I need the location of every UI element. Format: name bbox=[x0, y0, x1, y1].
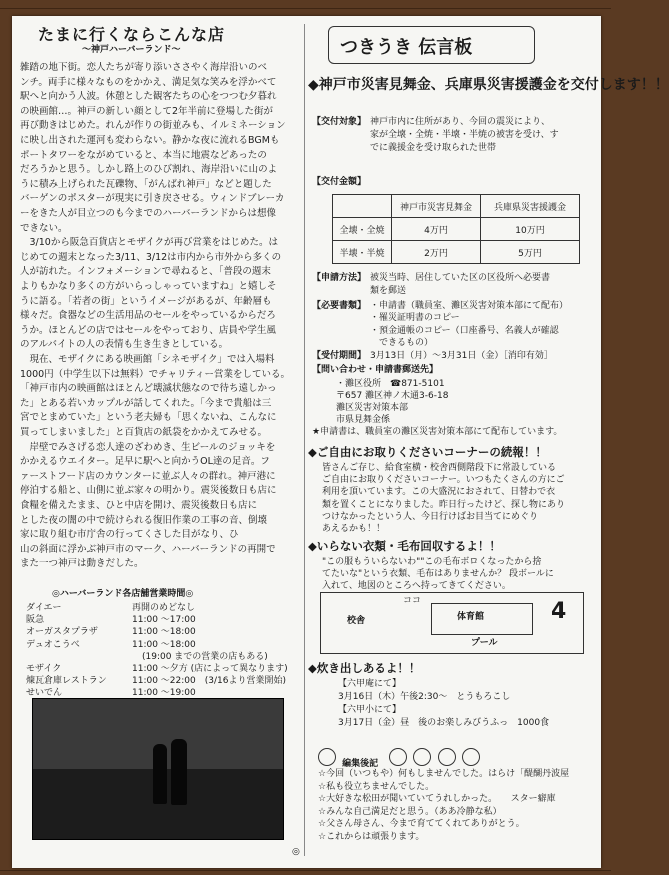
text-line: の映画館…。神戸の新しい顔として2年半前に登場した街が bbox=[20, 105, 274, 117]
store-hours: 11:00 〜夕方 (店によって異なります) bbox=[132, 664, 288, 674]
hours-title: ◎ハーバーランド各店舗営業時間◎ bbox=[52, 589, 194, 599]
period-text: 3月13日（月）〜3月31日（金）［消印有効］ bbox=[370, 351, 553, 361]
text-line: 雑踏の地下街。恋人たちが寄り添いささやく海岸沿いのベ bbox=[20, 62, 268, 73]
store-hours: 11:00 〜22:00 (3/16より営業開始) bbox=[132, 676, 286, 687]
text-line: 様々だ。食器などの生活用品のセールをやっているからだろ bbox=[20, 310, 276, 322]
decor-icon bbox=[318, 748, 336, 766]
store-name: オーガスタプラザ bbox=[26, 627, 98, 638]
text-line: ・申請書（職員室、灘区災害対策本部にて配布） bbox=[370, 301, 569, 311]
text-line: じめての週末となった3/11、3/12は市内から市外から多くの bbox=[20, 251, 282, 263]
text-line: かかえるウエイター。足早に駅へと向かうOL達の足音。フ bbox=[20, 456, 270, 468]
text-line: 被災当時、居住していた区の区役所へ必要書 bbox=[370, 273, 551, 283]
text-line: ァーストフード店のカウンターに並ぶ人々の群れ。神戸港に bbox=[20, 470, 276, 482]
store-hours: 11:00 〜17:00 bbox=[132, 615, 196, 626]
period-label: 【受付期間】 bbox=[312, 351, 367, 361]
apply-label: 【申請方法】 bbox=[312, 273, 367, 283]
text-line: よりもかなり多くの方がいらっしゃっていますね」と嬉しそ bbox=[20, 281, 277, 292]
fund-table bbox=[332, 194, 580, 264]
store-hours: 11:00 〜18:00 bbox=[132, 627, 196, 638]
store-hours: 11:00 〜18:00 bbox=[132, 639, 196, 650]
text-line: ☆私も役立ちませんでした。 bbox=[318, 781, 435, 792]
text-line: 類を郵送 bbox=[370, 286, 407, 296]
fund-table-header bbox=[333, 195, 392, 218]
text-line: だろうかと思う。しかし路上のひび割れ、海岸沿いに山のよ bbox=[20, 164, 278, 176]
fund-table-cell: 4万円 bbox=[392, 218, 481, 241]
text-line: てたいな"という衣類、毛布はありませんか？ 段ボールに bbox=[322, 569, 554, 580]
text-line: 【六甲小にて】 bbox=[338, 705, 402, 715]
text-line: 利用を頂いています。この大盛況におされて、日替わで衣 bbox=[322, 487, 556, 498]
text-line: 3/10から阪急百貨店とモザイクが再び営業をはじめた。は bbox=[20, 237, 278, 249]
fund-headline: ◆神戸市災害見舞金、兵庫県災害援護金を交付します！！ bbox=[308, 77, 669, 93]
store-name: 煉瓦倉庫レストラン bbox=[26, 676, 107, 687]
fund-table-cell: 2万円 bbox=[392, 241, 481, 264]
column-divider bbox=[304, 24, 305, 856]
text-line: できるもの） bbox=[370, 338, 434, 349]
text-line: 駅へと向かう人波。休憩とした観客たちの心をつつむ夕暮れ bbox=[20, 91, 277, 103]
distribution-note: ★申請書は、職員室の灘区災害対策本部にて配布しています。 bbox=[312, 427, 563, 437]
postscript-title: 編集後記 bbox=[342, 759, 379, 769]
fund-table-cell: 5万円 bbox=[481, 241, 580, 264]
decor-icon bbox=[389, 748, 407, 766]
text-line: でに義援金を受け取られた世帯 bbox=[370, 143, 497, 153]
text-line: ☆大好きな松田が聞いていてうれしかった。 スター癖庫 bbox=[318, 794, 556, 805]
text-line: 入れて、地図のところへ持ってきてください。 bbox=[322, 581, 511, 592]
text-line: 宮でとまめていた」という老夫婦も「思くないね、こんなに bbox=[20, 412, 277, 424]
store-name: デュオこうべ bbox=[26, 639, 80, 650]
fund-table-cell: 10万円 bbox=[481, 218, 580, 241]
text-line: バーゲンのポスターが現実に引き戻させる。ウィンドブレーカ bbox=[20, 193, 285, 205]
text-line: 停泊する船と、山側に並ぶ家々の明かり。震災後数日も店に bbox=[20, 485, 277, 497]
text-line: ☆今回（いつもや）何もしませんでした。はらけ「醍醐丹波屋 bbox=[318, 769, 570, 779]
store-hours: (19:00 までの営業の店もある) bbox=[142, 651, 268, 662]
text-line: ・灘区役所 ☎871-5101 bbox=[336, 379, 445, 389]
text-line: ーをきた人が目立つのも今までのハーバーランドからは想像 bbox=[20, 208, 277, 219]
text-line: 人が訪れた。インフォメーションで尋ねると、「普段の週末 bbox=[20, 266, 271, 278]
store-name: ダイエー bbox=[26, 603, 62, 613]
couple-illustration bbox=[32, 698, 284, 840]
text-line: 市県見舞金係 bbox=[336, 415, 391, 425]
store-name: せいでん bbox=[26, 688, 63, 699]
decor-icon bbox=[438, 748, 456, 766]
store-name: 阪急 bbox=[26, 615, 45, 626]
text-line: 3月16日（木）午後2:30〜 とうもろこし bbox=[338, 692, 511, 702]
map-school-label: 校舎 bbox=[347, 616, 366, 626]
target-label: 【交付対象】 bbox=[312, 117, 367, 127]
left-title: たまに行くならこんな店 bbox=[38, 25, 226, 44]
fund-table-cell: 全壊・全焼 bbox=[333, 218, 392, 241]
map-pool-label: プール bbox=[471, 638, 498, 648]
map-number: 4 bbox=[551, 599, 567, 624]
contact-label: 【問い合わせ・申請書郵送先】 bbox=[312, 365, 439, 375]
text-line: ンチ。両手に様々なものをかかえ、満足気な笑みを浮かべて bbox=[20, 76, 277, 88]
fund-table-cell: 半壊・半焼 bbox=[333, 241, 392, 264]
text-line: うに語る。「若者の街」というイメージがあるが、年齢層も bbox=[20, 295, 272, 307]
newsletter-page bbox=[12, 16, 669, 868]
amount-label: 【交付金額】 bbox=[312, 177, 367, 187]
text-line: 買ってしまいました」と百貨店の紙袋をかかえてみせる。 bbox=[20, 427, 268, 438]
text-line: 神戸市内に住所があり、今回の震災により、 bbox=[370, 117, 551, 127]
text-line: ・預金通帳のコピー（口座番号、名義人が確認 bbox=[370, 325, 559, 336]
decor-icon bbox=[462, 748, 480, 766]
text-line: 1000円（中学生以下は無料）でチャリティー営業をしている。 bbox=[20, 368, 290, 380]
text-line: また一つ神戸は動きだした。 bbox=[20, 558, 144, 570]
text-line: ☆みんな自己満足だと思う。（ああ冷静な私） bbox=[318, 806, 502, 817]
decor-icon bbox=[413, 748, 431, 766]
text-line: 類を置くことになりました。昨日行ったけど、探し物にあり bbox=[322, 499, 566, 510]
text-line: できない。 bbox=[20, 222, 68, 234]
text-line: 山の斜面に浮かぶ神戸市のマーク、ハーバーランドの再開で bbox=[20, 543, 276, 555]
text-line: 家に取り組む市庁舎の行ってくさした目がなり、ひ bbox=[20, 529, 239, 541]
campus-map bbox=[320, 592, 584, 654]
text-line: とした夜の闇の中で続けられる復旧作業の工事の音、倒壊 bbox=[20, 514, 268, 526]
text-line: 「神戸市内の映画館はほとんど壊滅状態なので待ち遠しかっ bbox=[20, 383, 277, 395]
fund-table-header: 兵庫県災害援護金 bbox=[481, 195, 580, 218]
fund-table-header: 神戸市災害見舞金 bbox=[392, 195, 481, 218]
text-line: た」とある若いカップルが話してくれた。「今まで貴船は三 bbox=[20, 397, 272, 409]
postscript-header bbox=[318, 748, 483, 770]
text-line: 【六甲庵にて】 bbox=[338, 679, 402, 689]
footer-mark: ◎ bbox=[292, 847, 300, 857]
store-hours: 11:00 〜19:00 bbox=[132, 688, 196, 699]
store-hours: 再開のめどなし bbox=[132, 603, 196, 613]
left-subtitle: 〜神戸ハーバーランド〜 bbox=[82, 45, 181, 55]
text-line: つけなかったという人、今日行けばお目当てにめぐり bbox=[322, 511, 539, 522]
text-line: 現在、モザイクにある映画館「シネモザイク」では入場料 bbox=[20, 354, 275, 365]
text-line: うか。ほとんどの店ではセールをやっており、店員や学生風 bbox=[20, 324, 276, 336]
store-name: モザイク bbox=[26, 664, 62, 674]
text-line: "この服もういらないわ""この毛布ボロくなったから捨 bbox=[322, 557, 542, 567]
text-line: 3月17日（金）昼 後のお楽しみびうふっ 1000食 bbox=[338, 718, 550, 728]
text-line: 岸壁でみさげる恋人達のざわめき、生ビールのジョッキを bbox=[20, 441, 276, 453]
clothing-collection-title: ◆いらない衣類・毛布回収するよ！！ bbox=[308, 539, 501, 553]
text-line: 〒657 灘区神ノ木通3-6-18 bbox=[336, 391, 449, 401]
text-line: 食糧を備えたまま、ひと中店を開け、震災後数日も店に bbox=[20, 500, 258, 511]
text-line: ☆これからは頑張ります。 bbox=[318, 832, 425, 842]
text-line: 再び動きはじめた。れんが作りの街並みも、イルミネーション bbox=[20, 120, 286, 132]
text-line: 家が全壊・全焼・半壊・半焼の被害を受け、す bbox=[370, 130, 559, 140]
text-line: に映し出された運河も変わらない。静かな夜に流れるBGMも bbox=[20, 135, 280, 146]
text-line: ポートタワーをながめていると、本当に地震などあったの bbox=[20, 149, 267, 161]
text-line: うに積み上げられた瓦礫物、「がんばれ神戸」などと題した bbox=[20, 178, 272, 190]
text-line: あえるかも！！ bbox=[322, 524, 386, 534]
free-corner-title: ◆ご自由にお取りくださいコーナーの続報！！ bbox=[308, 445, 547, 459]
text-line: のアルバイトの人の表情も生き生きとしている。 bbox=[20, 339, 228, 351]
text-line: 灘区災害対策本部 bbox=[336, 403, 409, 413]
map-gym-label: 体育館 bbox=[457, 612, 485, 622]
docs-label: 【必要書類】 bbox=[312, 301, 367, 311]
text-line: 皆さんご存じ、給食室横・校舎西側階段下に常設している bbox=[322, 463, 557, 473]
text-line: ご自由にお取りくださいコーナー。いつもたくさんの方にご bbox=[322, 475, 565, 486]
text-line: ・罹災証明書のコピー bbox=[370, 313, 460, 324]
meal-title: ◆炊き出しあるよ！！ bbox=[308, 661, 421, 675]
right-title: つきうき 伝言板 bbox=[340, 37, 473, 58]
text-line: ☆父さん母さん、今まで育ててくれてありがとう。 bbox=[318, 819, 525, 830]
map-here-label: ココ bbox=[403, 596, 422, 606]
